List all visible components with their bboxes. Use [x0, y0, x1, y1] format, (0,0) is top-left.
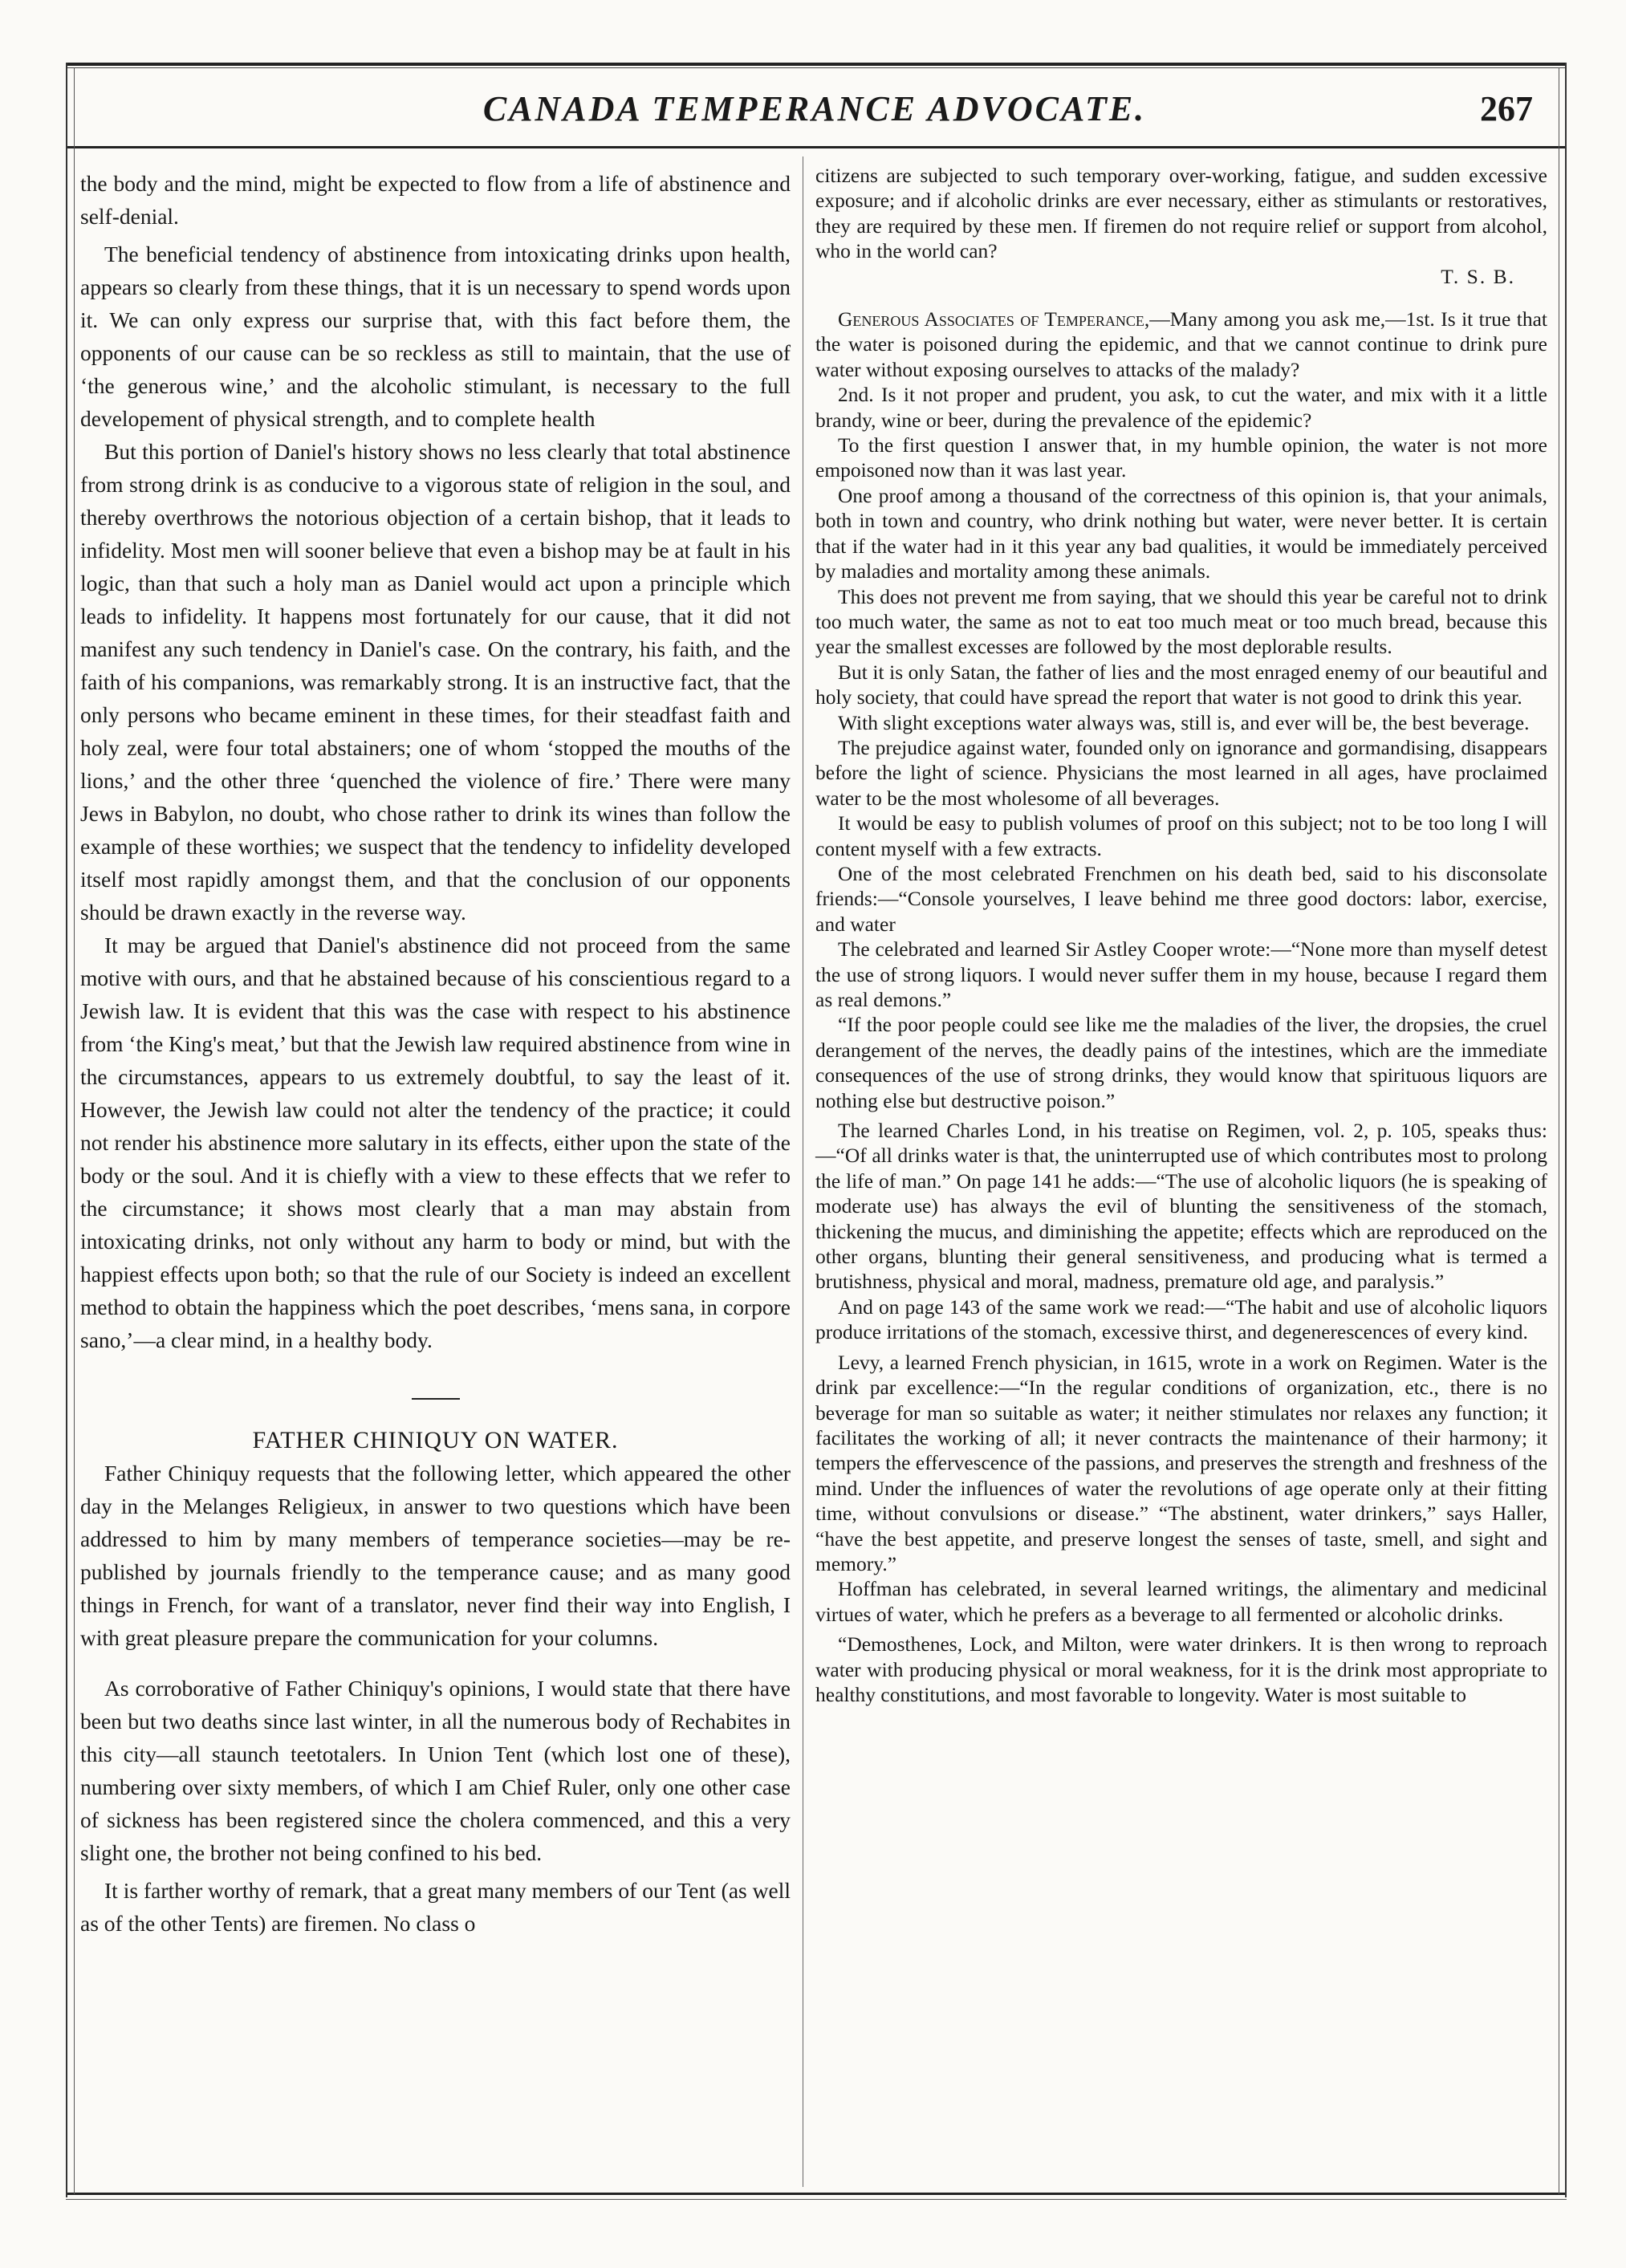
paragraph: This does not prevent me from saying, that we should this year be careful not to drink too much water, the same as not to eat too much meat or too much bread, because this year the smallest excesses are followed by the most deplorable results.: [815, 584, 1547, 659]
right-border: [1565, 63, 1567, 2197]
paragraph: The learned Charles Lond, in his treatise on Regimen, vol. 2, p. 105, speaks thus:—“Of all drinks water is that, the uninterrupted use of which contributes most to prolong the life of man.” On page 141 he adds:—“The use of alcoholic liquors (he is speaking of moderate use) has always the evil of blunting the sensitiveness of the stomach, thickening the mucus, and diminishing the appetite; effects which are reproduced on the other organs, blunting their general sensitiveness, and producing what is termed a brutishness, physical and moral, madness, premature old age, and paralysis.”: [815, 1119, 1547, 1294]
salutation: Generous Associates of Temperance,: [838, 307, 1150, 331]
paragraph: The beneficial tendency of abstinence from intoxicating drinks upon health, appears so clearly from these things, that it is un necessary to spend words upon it. We can only express our surprise that, with this fact before them, the opponents of our cause can be so reckless as still to maintain, that the use of ‘the generous wine,’ and the alcoholic stimulant, is necessary to the full developement of physical strength, and to complete health: [80, 242, 791, 431]
signature-line: [815, 264, 1547, 289]
paragraph: Hoffman has celebrated, in several learned writings, the alimentary and medicinal virtues of water, which he prefers as a beverage to all fermented or alcoholic drinks.: [815, 1577, 1547, 1626]
paragraph: It would be easy to publish volumes of proof on this subject; not to be too long I will content myself with a few extracts.: [815, 811, 1547, 860]
running-head: [80, 88, 1549, 144]
paragraph: One proof among a thousand of the correctness of this opinion is, that your animals, both in town and country, who drink nothing but water, were never better. It is certain that if the water had in it this year any bad qualities, it would be immediately perceived by maladies and mortality among these animals.: [815, 483, 1547, 583]
paragraph: As corroborative of Father Chiniquy's opinions, I would state that there have been but two deaths since last winter, in all the numerous body of Rechabites in this city—all staunch teetotalers. In Union Tent (which lost one of these), numbering over sixty members, of which I am Chief Ruler, only one other case of sickness has been registered since the cholera commenced, and this a very slight one, the brother not being confined to his bed.: [80, 1676, 791, 1865]
paragraph: But this portion of Daniel's history shows no less clearly that total abstinence from strong drink is as conducive to a vigorous state of religion in the soul, and thereby overthrows the notorious objection of a certain bishop, that it leads to infidelity. Most men will sooner believe that even a bishop may be at fault in his logic, than that such a holy man as Daniel would act upon a principle which leads to infidelity. It happens most fortunately for our cause, that it did not manifest any such tendency in Daniel's case. On the contrary, his faith, and the faith of his companions, was remarkably strong. It is an instructive fact, that the only persons who became eminent in these times, for their steadfast faith and holy zeal, were four total abstainers; one of whom ‘stopped the mouths of the lions,’ and the other three ‘quenched the violence of fire.’ There were many Jews in Babylon, no doubt, who chose rather to drink its wines than follow the example of these worthies; we suspect that the tendency to infidelity developed itself most rapidly amongst them, and that the conclusion of our opponents should be drawn exactly in the reverse way.: [80, 439, 791, 925]
paragraph: It may be argued that Daniel's abstinence did not proceed from the same motive with ours, and that he abstained because of his conscientious regard to a Jewish law. It is evident that this was the case with respect to his abstinence from ‘the King's meat,’ but that the Jewish law required abstinence from wine in the circumstances, appears to us extremely doubtful, to say the least of it. However, the Jewish law could not alter the tendency of the practice; it could not render his abstinence more salutary in its effects, either upon the state of the body or the soul. And it is chiefly with a view to these effects that we refer to the circumstance; it shows most clearly that a man may abstain from intoxicating drinks, not only without any harm to body or mind, but with the happiest effects upon both; so that the rule of our Society is indeed an excellent method to obtain the happiness which the poet describes, ‘mens sana, in corpore sano,’—a clear mind, in a healthy body.: [80, 933, 791, 1352]
bottom-border-inner: [66, 2199, 1567, 2200]
paragraph: citizens are subjected to such temporary over-working, fatigue, and sudden excessive exposure; and if alcoholic drinks are ever necessary, either as stimulants or restoratives, they are required by these men. If firemen do not require relief or support from alcohol, who in the world can?: [815, 164, 1547, 263]
paragraph: But it is only Satan, the father of lies and the most enraged enemy of our beautiful and holy society, that could have spread the report that water is not good to drink this year.: [815, 660, 1547, 709]
top-border-inner: [66, 67, 1567, 68]
article-heading: FATHER CHINIQUY ON WATER.: [252, 1427, 619, 1453]
paragraph: Father Chiniquy requests that the following letter, which appeared the other day in the Melanges Religieux, in answer to two questions which have been addressed to him by many members of temperance societies—may be re-published by journals friendly to the temperance cause; and as many good things in French, for want of a translator, never find their way into English, I with great pleasure prepare the communication for your columns.: [80, 1461, 791, 1650]
bottom-border: [66, 2193, 1567, 2195]
paragraph: [815, 307, 1547, 382]
paragraph: 2nd. Is it not proper and prudent, you ask, to cut the water, and mix with it a little brandy, wine or beer, during the prevalence of the epidemic?: [815, 383, 1547, 432]
paragraph: It is farther worthy of remark, that a great many members of our Tent (as well as of the other Tents) are firemen. No class o: [80, 1878, 791, 1936]
right-column: [815, 163, 1547, 1707]
signature: T. S. B.: [1441, 264, 1515, 288]
paragraph: “Demosthenes, Lock, and Milton, were water drinkers. It is then wrong to reproach water with producing physical or moral weakness, for it is the drink most appropriate to healthy constitutions, and most favorable to longevity. Water is most suitable to: [815, 1632, 1547, 1706]
section-separator: [412, 1398, 460, 1400]
left-column: [80, 167, 791, 1940]
paragraph: Levy, a learned French physician, in 1615, wrote in a work on Regimen. Water is the drink par excellence:—“In the regular conditions of organization, etc., there is no beverage for man so suitable as water; it neither stimulates nor relaxes any function; it facilitates the working of all; it never contracts the maintenance of their harmony; it tempers the effervescence of the passions, and preserves the strength and freshness of the mind. Under the influences of water the revolutions of age operate only at their fitting time, without convulsions or disease.” “The abstinent, water drinkers,” says Haller, “have the best appetite, and preserve longest the senses of taste, smell, and sight and memory.”: [815, 1350, 1547, 1575]
left-border-inner: [74, 67, 75, 2194]
paragraph-text: —Many among you ask me,—1st. Is it true that the water is poisoned during the epidemic, and that we cannot continue to drink pure water without exposing ourselves to attacks of the malady?: [815, 307, 1547, 381]
paragraph: “If the poor people could see like me the maladies of the liver, the dropsies, the cruel derangement of the nerves, the deadly pains of the intestines, which are the immediate consequences of the use of strong drinks, they would know that spirituous liquors are nothing else but destructive poison.”: [815, 1013, 1547, 1112]
publication-title: CANADA TEMPERANCE ADVOCATE.: [482, 89, 1147, 128]
paragraph: the body and the mind, might be expected to flow from a life of abstinence and self-denial.: [80, 171, 791, 229]
paragraph: One of the most celebrated Frenchmen on his death bed, said to his disconsolate friends:—“Console yourselves, I leave behind me three good doctors: labor, exercise, and water: [815, 861, 1547, 936]
header-rule: [66, 146, 1567, 148]
paragraph: And on page 143 of the same work we read:—“The habit and use of alcoholic liquors produce irritations of the stomach, excessive thirst, and degenerescences of every kind.: [815, 1295, 1547, 1344]
paragraph: With slight exceptions water always was, still is, and ever will be, the best beverage.: [838, 710, 1530, 734]
paragraph: To the first question I answer that, in my humble opinion, the water is not more empoisoned now than it was last year.: [815, 433, 1547, 482]
paragraph: The celebrated and learned Sir Astley Cooper wrote:—“None more than myself detest the use of strong liquors. I would never suffer them in my house, because I regard them as real demons.”: [815, 937, 1547, 1011]
left-border: [66, 63, 67, 2197]
page-number: 267: [1480, 89, 1533, 128]
paragraph: The prejudice against water, founded only on ignorance and gormandising, disappears before the light of science. Physicians the most learned in all ages, have proclaimed water to be the most wholesome of all beverages.: [815, 735, 1547, 810]
top-border: [66, 63, 1567, 66]
